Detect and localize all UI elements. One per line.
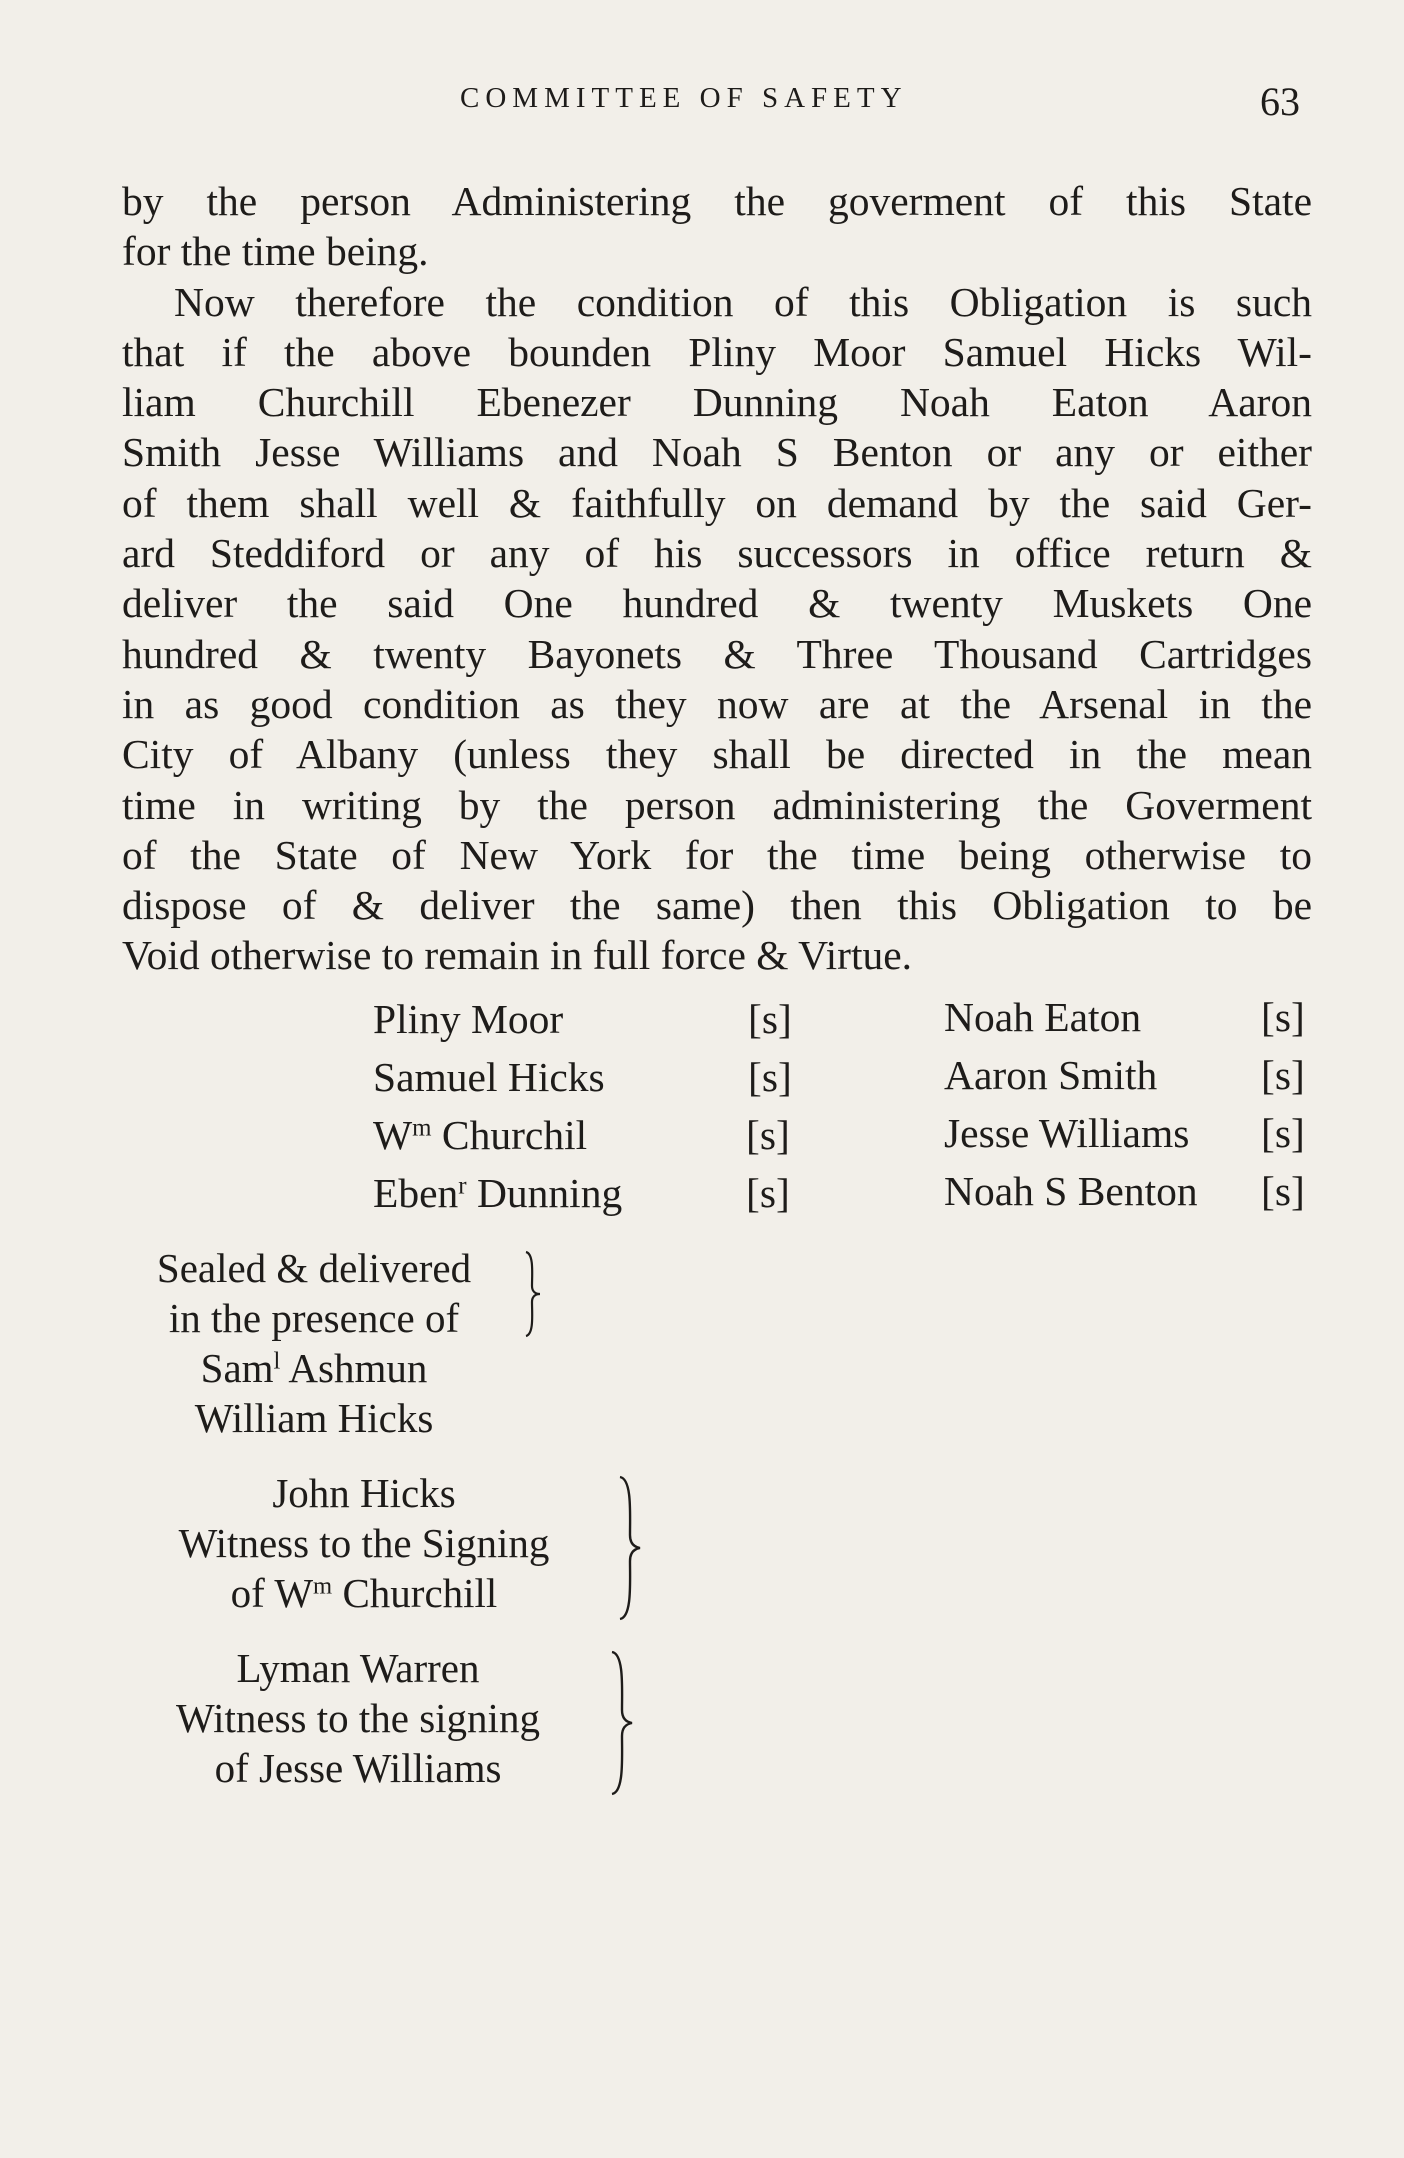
witness-line: Lyman Warren <box>236 1645 480 1691</box>
text-line: Now therefore the condition of this Obligation is such <box>174 278 1312 325</box>
brace-icon <box>518 1248 548 1340</box>
text-line: Void otherwise to remain in full force & Virtue. <box>122 932 913 979</box>
text-line: ard Steddiford or any of his successors in office return & <box>122 530 1312 577</box>
witness-hicks-block <box>120 1468 608 1618</box>
text-line: that if the above bounden Pliny Moor Samuel Hicks Wil- <box>122 328 1312 375</box>
text-line: of them shall well & faithfully on demand by the said Ger- <box>122 479 1312 526</box>
witness-warren-block <box>120 1643 596 1793</box>
signature-name: Eben$^r$ Dunning <box>373 1170 623 1216</box>
witness-line: Witness to the Signing <box>178 1520 550 1566</box>
text-line: deliver the said One hundred & twenty Muskets One <box>122 580 1312 627</box>
seal-mark: [s] <box>1261 994 1305 1040</box>
seal-mark: [s] <box>748 1054 792 1100</box>
signature-name: Noah Eaton <box>944 994 1142 1040</box>
signature-name: Jesse Williams <box>944 1110 1190 1156</box>
text-line: liam Churchill Ebenezer Dunning Noah Eaton Aaron <box>122 379 1312 426</box>
seal-mark: [s] <box>746 1112 790 1158</box>
text-line: of the State of New York for the time being otherwise to <box>122 831 1312 878</box>
text-line: for the time being. <box>122 228 429 275</box>
witness-line: in the presence of <box>168 1295 460 1341</box>
seal-mark: [s] <box>1261 1052 1305 1098</box>
witness-line: Sam$^l$ Ashmun <box>200 1345 428 1391</box>
text-line: time in writing by the person administering the Goverment <box>122 781 1312 828</box>
witness-line: of Jesse Williams <box>214 1745 502 1791</box>
page-number: 63 <box>1260 79 1300 124</box>
seal-mark: [s] <box>1261 1110 1305 1156</box>
running-head: COMMITTEE OF SAFETY <box>460 82 908 114</box>
seal-mark: [s] <box>1261 1168 1305 1214</box>
text-line: in as good condition as they now are at the Arsenal in the <box>122 680 1312 727</box>
signature-name: Pliny Moor <box>373 996 564 1042</box>
brace-icon <box>612 1473 648 1623</box>
signature-name: $W^m$ Churchil <box>373 1112 588 1158</box>
seal-mark: [s] <box>746 1170 790 1216</box>
brace-icon <box>604 1648 640 1798</box>
witness-line: Witness to the signing <box>176 1695 540 1741</box>
text-line: by the person Administering the goverment of this State <box>122 178 1312 224</box>
text-line: dispose of & deliver the same) then this Obligation to be <box>122 882 1312 929</box>
witness-line: Sealed & delivered <box>156 1245 472 1291</box>
signature-name: Noah S Benton <box>944 1168 1198 1214</box>
witness-sealed-block <box>110 1243 518 1443</box>
text-line: Smith Jesse Williams and Noah S Benton or any or either <box>122 429 1312 476</box>
body-text <box>122 176 1312 981</box>
signature-name: Aaron Smith <box>944 1052 1158 1098</box>
witness-line: of $W^m$ Churchill <box>230 1570 498 1616</box>
witness-line: John Hicks <box>272 1470 456 1516</box>
signature-name: Samuel Hicks <box>373 1054 605 1100</box>
text-line: hundred & twenty Bayonets & Three Thousand Cartridges <box>122 630 1312 677</box>
text-line: City of Albany (unless they shall be directed in the mean <box>122 731 1312 778</box>
witness-line: William Hicks <box>194 1395 434 1441</box>
seal-mark: [s] <box>748 996 792 1042</box>
